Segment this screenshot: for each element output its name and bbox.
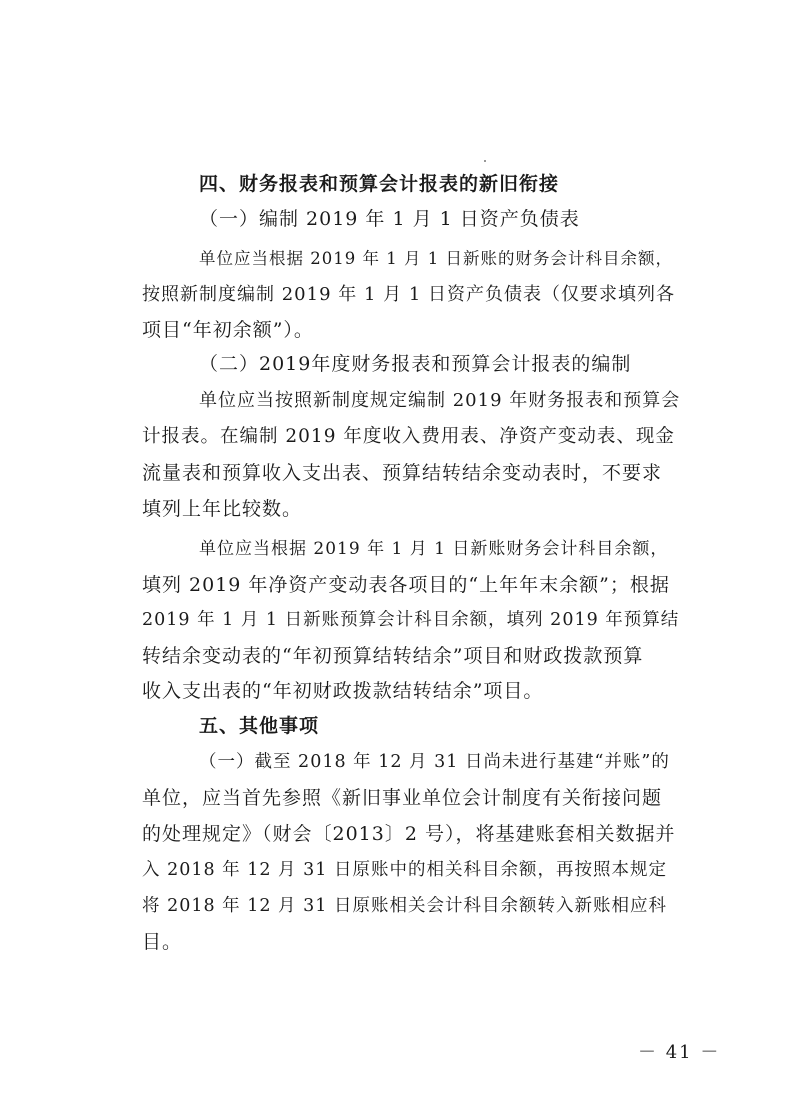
- paragraph-line: 按照新制度编制 2019 年 1 月 1 日资产负债表（仅要求填列各: [142, 284, 676, 305]
- paragraph-line: 项目“年初余额”）。: [142, 319, 314, 341]
- paragraph-line: 收入支出表的“年初财政拨款结转结余”项目。: [142, 680, 544, 702]
- section-5-heading: 五、其他事项: [199, 715, 320, 737]
- paragraph-line: 单位应当根据 2019 年 1 月 1 日新账财务会计科目余额，: [199, 539, 669, 559]
- paragraph-line: 将 2018 年 12 月 31 日原账相关会计科目余额转入新账相应科: [142, 896, 667, 916]
- page-number: － 41 －: [638, 1042, 721, 1063]
- paragraph-line: 计报表。在编制 2019 年度收入费用表、净资产变动表、现金: [142, 426, 675, 447]
- paragraph-line: 填列 2019 年净资产变动表各项目的“上年年末余额”；根据: [142, 574, 670, 596]
- subsection-1-title: （一）编制 2019 年 1 月 1 日资产负债表: [199, 208, 580, 230]
- subsection-2-title: （二）2019年度财务报表和预算会计报表的编制: [199, 353, 632, 375]
- paragraph-line: 2019 年 1 月 1 日新账预算会计科目余额，填列 2019 年预算结: [142, 610, 680, 630]
- paragraph-line: 单位，应当首先参照《新旧事业单位会计制度有关衔接问题: [142, 787, 663, 809]
- paragraph-line: 单位应当根据 2019 年 1 月 1 日新账的财务会计科目余额，: [199, 249, 673, 268]
- paragraph-line: 流量表和预算收入支出表、预算结转结余变动表时，不要求: [142, 462, 663, 484]
- section-4-heading: 四、财务报表和预算会计报表的新旧衔接: [199, 173, 560, 195]
- scan-speck: [484, 160, 486, 162]
- paragraph-line: 单位应当按照新制度规定编制 2019 年财务报表和预算会: [199, 390, 681, 411]
- paragraph-line: 转结余变动表的“年初预算结转结余”项目和财政拨款预算: [142, 645, 644, 667]
- paragraph-line: （一）截至 2018 年 12 月 31 日尚未进行基建“并账”的: [199, 752, 670, 772]
- paragraph-line: 填列上年比较数。: [142, 498, 303, 520]
- paragraph-line: 入 2018 年 12 月 31 日原账中的相关科目余额，再按照本规定: [142, 860, 667, 880]
- paragraph-line: 的处理规定》（财会〔2013〕2 号），将基建账套相关数据并: [142, 823, 676, 845]
- paragraph-line: 目。: [142, 931, 183, 953]
